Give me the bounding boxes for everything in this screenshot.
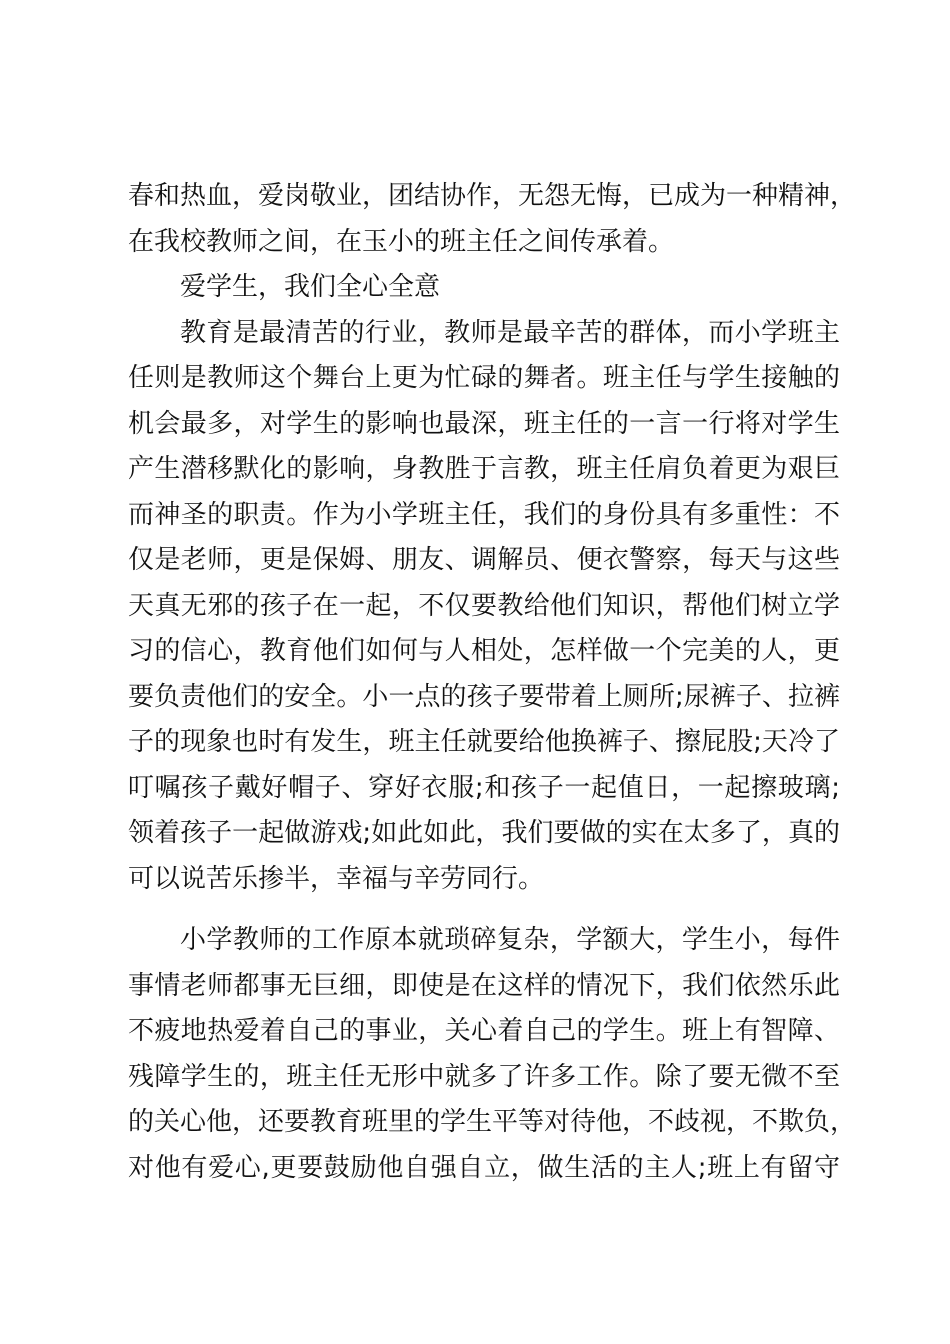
text-line: 残障学生的，班主任无形中就多了许多工作。除了要无微不至 (128, 1061, 840, 1092)
paragraph-gap (128, 902, 840, 918)
text-line: 任则是教师这个舞台上更为忙碌的舞者。班主任与学生接触的 (128, 363, 840, 393)
text-line: 领着孩子一起做游戏;如此如此，我们要做的实在太多了，真的 (128, 818, 840, 848)
text-line: 教育是最清苦的行业，教师是最辛苦的群体，而小学班主 (180, 317, 840, 348)
text-line: 春和热血，爱岗敬业，团结协作，无怨无悔，已成为一种精神， (128, 181, 857, 211)
text-line: 叮嘱孩子戴好帽子、穿好衣服;和孩子一起值日，一起擦玻璃; (128, 772, 840, 803)
paragraph (128, 311, 840, 903)
text-line: 的关心他，还要教育班里的学生平等对待他，不歧视，不欺负， (128, 1107, 857, 1137)
text-line: 而神圣的职责。作为小学班主任，我们的身份具有多重性：不 (128, 499, 840, 530)
heading-line: 爱学生，我们全心全意 (180, 272, 441, 302)
text-line: 天真无邪的孩子在一起，不仅要教给他们知识，帮他们树立学 (128, 590, 840, 621)
document-body (128, 174, 857, 1191)
text-line: 在我校教师之间，在玉小的班主任之间传承着。 (128, 226, 675, 257)
text-line: 可以说苦乐掺半，幸福与辛劳同行。 (128, 863, 545, 894)
text-line: 事情老师都事无巨细，即使是在这样的情况下，我们依然乐此 (128, 970, 840, 1001)
paragraph (128, 918, 857, 1191)
text-line: 要负责他们的安全。小一点的孩子要带着上厕所;尿裤子、拉裤 (128, 681, 840, 712)
text-line: 不疲地热爱着自己的事业，关心着自己的学生。班上有智障、 (128, 1016, 840, 1046)
text-line: 机会最多，对学生的影响也最深，班主任的一言一行将对学生 (128, 408, 840, 439)
text-line: 对他有爱心,更要鼓励他自强自立，做生活的主人;班上有留守 (128, 1152, 840, 1183)
text-line: 产生潜移默化的影响，身教胜于言教，班主任肩负着更为艰巨 (128, 454, 840, 484)
section-heading (128, 265, 840, 311)
paragraph-continuation (128, 174, 857, 265)
text-line: 子的现象也时有发生，班主任就要给他换裤子、擦屁股;天冷了 (128, 727, 840, 757)
text-line: 仅是老师，更是保姆、朋友、调解员、便衣警察，每天与这些 (128, 545, 840, 575)
text-line: 小学教师的工作原本就琐碎复杂，学额大，学生小，每件 (180, 925, 840, 955)
text-line: 习的信心，教育他们如何与人相处，怎样做一个完美的人，更 (128, 636, 840, 666)
